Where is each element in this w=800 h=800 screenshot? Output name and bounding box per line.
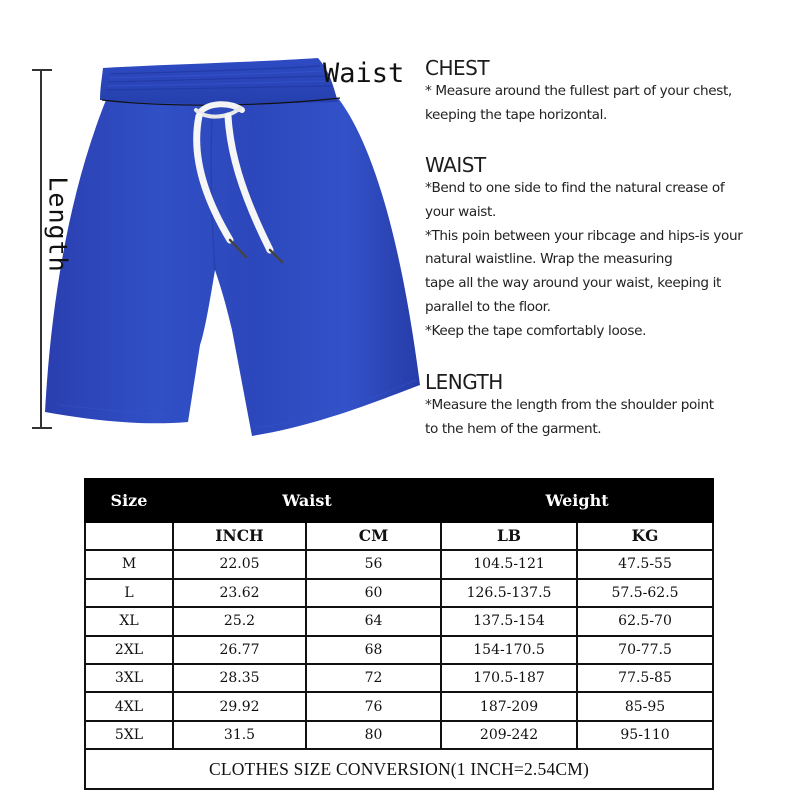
length-label: Length [43, 176, 73, 273]
length-line: to the hem of the garment. [425, 420, 602, 437]
cell-size: 3XL [85, 664, 173, 692]
cell-inch: 26.77 [173, 636, 306, 664]
cell-inch: 25.2 [173, 607, 306, 635]
cell-lb: 126.5-137.5 [441, 579, 577, 607]
waist-line: natural waistline. Wrap the measuring [425, 251, 673, 268]
length-title: LENGTH [425, 370, 503, 394]
cell-cm: 68 [306, 636, 441, 664]
waist-line: your waist. [425, 203, 496, 220]
cell-inch: 22.05 [173, 550, 306, 578]
waist-section [425, 153, 800, 344]
cell-size: XL [85, 607, 173, 635]
cell-kg: 62.5-70 [577, 607, 713, 635]
header-weight: Weight [441, 479, 713, 522]
cell-inch: 31.5 [173, 721, 306, 749]
header-size: Size [85, 479, 173, 522]
size-chart-table [84, 478, 714, 790]
subheader-blank [85, 522, 173, 550]
subheader-lb: LB [441, 522, 577, 550]
table-row [85, 664, 713, 692]
cell-inch: 29.92 [173, 692, 306, 720]
cell-size: 5XL [85, 721, 173, 749]
waist-line: parallel to the floor. [425, 298, 551, 315]
table-row [85, 550, 713, 578]
table-row [85, 692, 713, 720]
table-header-row [85, 479, 713, 522]
waist-line: *Bend to one side to find the natural crease of [425, 180, 725, 196]
table-row [85, 579, 713, 607]
cell-kg: 47.5-55 [577, 550, 713, 578]
chest-section [425, 56, 800, 128]
cell-lb: 104.5-121 [441, 550, 577, 578]
cell-cm: 72 [306, 664, 441, 692]
cell-kg: 77.5-85 [577, 664, 713, 692]
cell-lb: 137.5-154 [441, 607, 577, 635]
chest-title: CHEST [425, 56, 490, 80]
length-section [425, 370, 800, 442]
cell-cm: 56 [306, 550, 441, 578]
header-waist: Waist [173, 479, 441, 522]
table-row [85, 636, 713, 664]
cell-lb: 170.5-187 [441, 664, 577, 692]
subheader-inch: INCH [173, 522, 306, 550]
length-line: *Measure the length from the shoulder point [425, 397, 714, 413]
table-footer-row [85, 749, 713, 789]
cell-cm: 64 [306, 607, 441, 635]
cell-kg: 95-110 [577, 721, 713, 749]
cell-size: L [85, 579, 173, 607]
chest-line: * Measure around the fullest part of your chest, [425, 83, 732, 99]
cell-kg: 57.5-62.5 [577, 579, 713, 607]
cell-cm: 80 [306, 721, 441, 749]
subheader-kg: KG [577, 522, 713, 550]
table-subheader-row [85, 522, 713, 550]
size-conversion-note: CLOTHES SIZE CONVERSION(1 INCH=2.54CM) [85, 749, 713, 789]
cell-size: 2XL [85, 636, 173, 664]
chest-line: keeping the tape horizontal. [425, 106, 608, 123]
cell-cm: 76 [306, 692, 441, 720]
cell-size: 4XL [85, 692, 173, 720]
cell-cm: 60 [306, 579, 441, 607]
waist-label: Waist [323, 58, 405, 89]
cell-kg: 85-95 [577, 692, 713, 720]
cell-inch: 23.62 [173, 579, 306, 607]
cell-kg: 70-77.5 [577, 636, 713, 664]
table-row [85, 607, 713, 635]
cell-inch: 28.35 [173, 664, 306, 692]
waist-line: *Keep the tape comfortably loose. [425, 322, 647, 339]
table-row [85, 721, 713, 749]
subheader-cm: CM [306, 522, 441, 550]
cell-lb: 154-170.5 [441, 636, 577, 664]
waist-line: tape all the way around your waist, keeping it [425, 275, 721, 292]
waist-line: *This poin between your ribcage and hips-is your [425, 227, 743, 244]
cell-size: M [85, 550, 173, 578]
cell-lb: 209-242 [441, 721, 577, 749]
waist-title: WAIST [425, 153, 486, 177]
cell-lb: 187-209 [441, 692, 577, 720]
